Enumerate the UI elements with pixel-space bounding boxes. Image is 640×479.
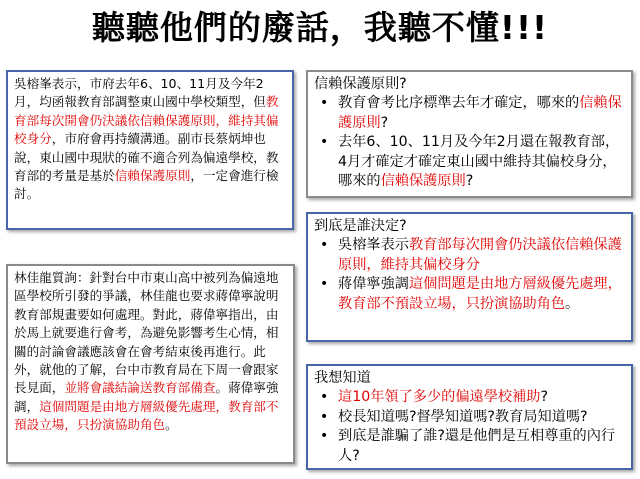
highlight-segment: 信賴保護原則 — [338, 95, 622, 131]
text-segment: 去年6、10、11月及今年2月還在報教育部，4月才確定才確定東山國中維持其偏校身分，哪來的 — [338, 134, 620, 189]
list-item — [314, 133, 625, 192]
text-segment: 蔣偉寧強調 — [338, 276, 409, 292]
highlight-segment: 信賴保護原則 — [114, 168, 191, 184]
text-segment: ，一定會進行檢討。 — [14, 168, 279, 202]
text-segment: ，市府會再持續溝通。副市長蔡炳坤也說，東山國中現狀的確不適合列為偏遠學校，教育部的考量是基於 — [14, 131, 279, 184]
list-item — [314, 427, 625, 466]
text-segment: 吳榕峯表示，市府去年6、10、11月及今年2月，均函報教育部調整東山國中學校類型，但 — [14, 76, 266, 110]
left-bottom-paragraph — [8, 266, 293, 438]
left-top-box — [6, 70, 294, 230]
text-segment: ? — [540, 389, 549, 405]
bullet-list — [314, 236, 625, 314]
highlight-segment: 這個問題是由地方層級優先處理，教育部不預設立場，只扮演協助角色 — [14, 398, 279, 433]
right-box-who-decides — [306, 212, 633, 342]
text-segment: 林佳龍質詢：針對台中市東山高中被列為偏遠地區學校所引發的爭議，林佳龍也要求蔣偉寧說明教育部規畫要如何處理。對此，蔣偉寧指出，由於馬上就要進行會考，為避免影響考生心情，相關的討論會議應該會在會考結束後再進行。此外，就他的了解，台中市教育局在下周一會跟家長見面， — [14, 270, 279, 396]
list-item — [314, 94, 625, 133]
text-segment: 。蔣偉寧強調， — [14, 380, 279, 414]
left-top-paragraph — [8, 72, 292, 207]
highlight-segment: 這個問題是由地方層級優先處理，教育部不預設立場，只扮演協助角色 — [338, 276, 622, 312]
right-box-trust-principle — [306, 70, 633, 198]
highlight-segment: 教育部每次開會仍決議依信賴保護原則，維持其偏校身分 — [338, 237, 622, 273]
highlight-segment: 並將會議結論送教育部備查 — [64, 380, 216, 396]
text-segment: 校長知道嗎?督學知道嗎?教育局知道嗎? — [338, 408, 588, 425]
text-segment: ? — [380, 114, 389, 131]
text-segment: ? — [465, 173, 474, 189]
bullet-list — [314, 388, 625, 466]
bullet-list — [314, 94, 625, 192]
page-title: 聽聽他們的廢話，我聽不懂!!! — [91, 8, 549, 47]
box-heading: 信賴保護原則? — [314, 76, 407, 92]
list-item — [314, 408, 625, 428]
list-item — [314, 388, 625, 408]
text-segment: 。 — [565, 295, 580, 312]
left-bottom-box — [6, 264, 295, 464]
box-heading: 到底是誰決定? — [314, 218, 407, 234]
text-segment: 到底是誰騙了誰?還是他們是互相尊重的內行人? — [338, 428, 616, 464]
list-item — [314, 236, 625, 275]
highlight-segment: 這10年領了多少的偏遠學校補助 — [338, 389, 541, 405]
highlight-segment: 信賴保護原則 — [380, 173, 466, 189]
text-segment: 。 — [165, 417, 178, 433]
highlight-segment: 教育部每次開會仍決議依信賴保護原則，維持其偏校身分 — [14, 94, 279, 147]
right-box-want-to-know — [306, 364, 633, 470]
text-segment: 教育會考比序標準去年才確定，哪來的 — [338, 95, 580, 111]
box-heading: 我想知道 — [314, 370, 371, 386]
list-item — [314, 275, 625, 314]
text-segment: 吳榕峯表示 — [338, 237, 409, 253]
